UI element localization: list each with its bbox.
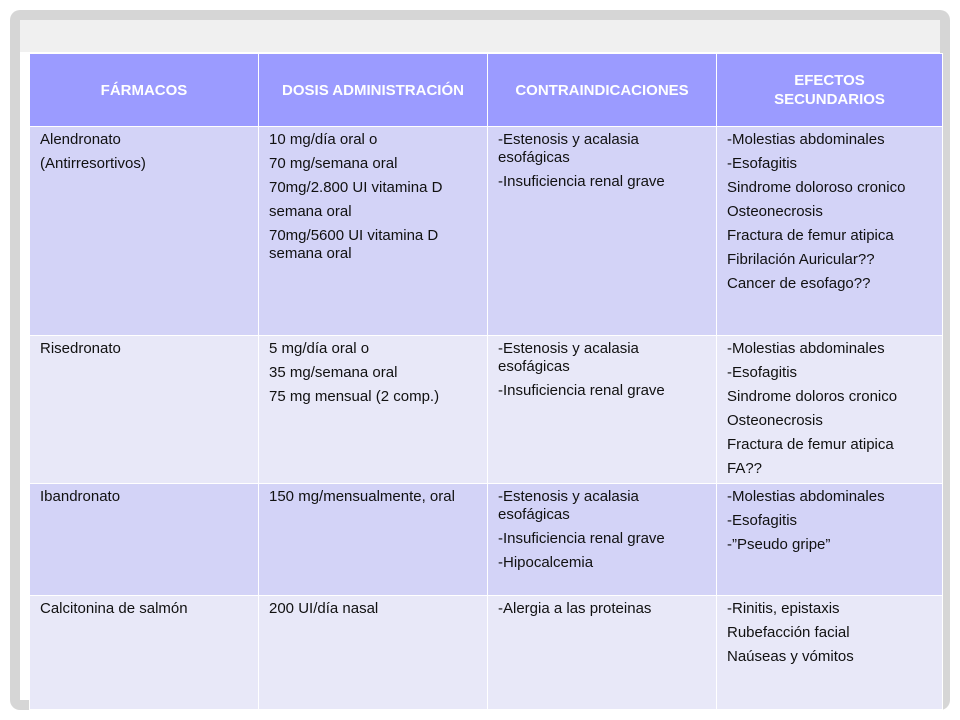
effect-line: Osteonecrosis <box>727 203 823 220</box>
header-farmacos: FÁRMACOS <box>30 54 259 127</box>
contra-line: -Estenosis y acalasia esofágicas <box>498 488 639 523</box>
contra-line: -Alergia a las proteinas <box>498 600 652 617</box>
dose-line: 70mg/5600 UI vitamina D semana oral <box>269 227 439 262</box>
effect-line: Fractura de femur atipica <box>727 436 894 453</box>
effect-line: Fibrilación Auricular?? <box>727 251 875 268</box>
effects-cell <box>717 127 943 336</box>
header-efectos: EFECTOS SECUNDARIOS <box>717 54 943 127</box>
drug-name: Alendronato <box>40 131 121 148</box>
effect-line: -Molestias abdominales <box>727 340 885 357</box>
dose-line: 150 mg/mensualmente, oral <box>269 488 455 505</box>
effect-line: -Esofagitis <box>727 364 798 381</box>
dose-line: 75 mg mensual (2 comp.) <box>269 388 440 405</box>
effect-line: -Rinitis, epistaxis <box>727 600 840 617</box>
drug-cell <box>30 596 259 710</box>
contra-line: -Insuficiencia renal grave <box>498 173 665 190</box>
contra-cell <box>488 127 717 336</box>
slide <box>20 20 940 700</box>
dose-cell <box>259 127 488 336</box>
contra-line: -Insuficiencia renal grave <box>498 530 665 547</box>
dose-line: 70mg/2.800 UI vitamina D <box>269 179 443 196</box>
drug-name: Risedronato <box>40 340 121 357</box>
header-contraindicaciones: CONTRAINDICACIONES <box>488 54 717 127</box>
effect-line: -”Pseudo gripe” <box>727 536 831 553</box>
dose-line: 70 mg/semana oral <box>269 155 398 172</box>
effects-cell <box>717 336 943 484</box>
header-dosis: DOSIS ADMINISTRACIÓN <box>259 54 488 127</box>
contra-line: -Estenosis y acalasia esofágicas <box>498 340 639 375</box>
contra-cell <box>488 336 717 484</box>
dose-line: 200 UI/día nasal <box>269 600 379 617</box>
drug-name: Ibandronato <box>40 488 121 505</box>
effect-line: Sindrome doloros cronico <box>727 388 898 405</box>
dose-line: 35 mg/semana oral <box>269 364 398 381</box>
effect-line: Rubefacción facial <box>727 624 850 641</box>
effect-line: Naúseas y vómitos <box>727 648 854 665</box>
contra-line: -Hipocalcemia <box>498 554 594 571</box>
contra-cell <box>488 484 717 596</box>
table-row <box>30 127 943 336</box>
drug-cell <box>30 336 259 484</box>
dose-line: 5 mg/día oral o <box>269 340 370 357</box>
effect-line: -Molestias abdominales <box>727 131 885 148</box>
dose-cell <box>259 596 488 710</box>
dose-cell <box>259 336 488 484</box>
drug-cell <box>30 127 259 336</box>
effect-line: Cancer de esofago?? <box>727 275 871 292</box>
effect-line: -Esofagitis <box>727 512 798 529</box>
contra-line: -Insuficiencia renal grave <box>498 382 665 399</box>
table-row <box>30 336 943 484</box>
drug-class: (Antirresortivos) <box>40 155 146 172</box>
effect-line: -Molestias abdominales <box>727 488 885 505</box>
dose-line: 10 mg/día oral o <box>269 131 378 148</box>
effect-line: Sindrome doloroso cronico <box>727 179 906 196</box>
effect-line: Fractura de femur atipica <box>727 227 894 244</box>
effects-cell <box>717 596 943 710</box>
dose-line: semana oral <box>269 203 352 220</box>
dose-cell <box>259 484 488 596</box>
effects-cell <box>717 484 943 596</box>
drug-name: Calcitonina de salmón <box>40 600 188 617</box>
effect-line: Osteonecrosis <box>727 412 823 429</box>
header-row <box>30 54 943 127</box>
effect-line: -Esofagitis <box>727 155 798 172</box>
slide-frame <box>10 10 950 710</box>
contra-line: -Estenosis y acalasia esofágicas <box>498 131 639 166</box>
drug-table <box>29 53 943 710</box>
table-row <box>30 484 943 596</box>
contra-cell <box>488 596 717 710</box>
effect-line: FA?? <box>727 460 763 477</box>
table-row <box>30 596 943 710</box>
drug-cell <box>30 484 259 596</box>
slide-top-band <box>20 20 940 52</box>
